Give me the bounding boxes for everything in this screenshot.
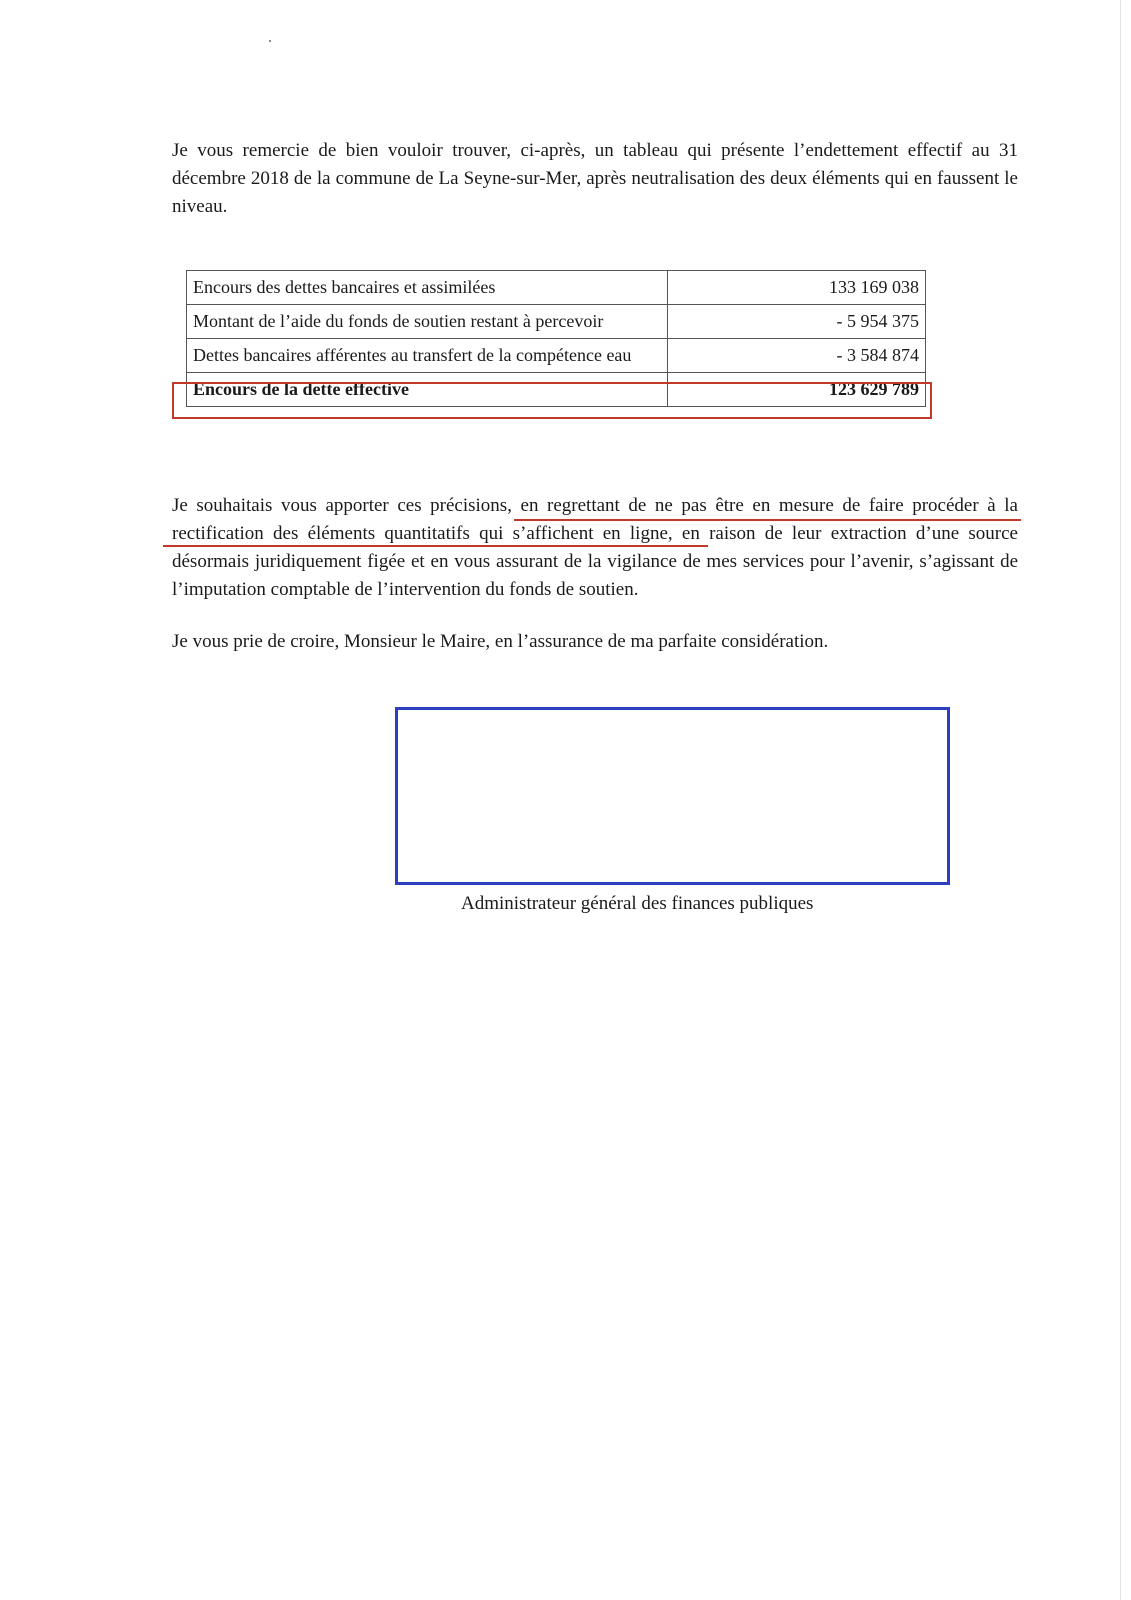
body-paragraph: Je souhaitais vous apporter ces précisions, en regrettant de ne pas être en mesure de faire procéder à la rectification des éléments quantitatifs qui s’affichent en ligne, en raison de leur extraction d’une source désormais juridiquement figée et en vous assurant de la vigilance de mes services pour l’avenir, s’agissant de l’imputation comptable de l’intervention du fonds de soutien. — [172, 495, 1018, 600]
signature-title: Administrateur général des finances publiques — [461, 893, 814, 914]
row-value: - 5 954 375 — [668, 305, 926, 339]
red-underline — [163, 545, 708, 547]
scan-speck — [269, 40, 271, 42]
row-label: Dettes bancaires afférentes au transfert de la compétence eau — [187, 339, 668, 373]
row-value: 133 169 038 — [668, 271, 926, 305]
total-label: Encours de la dette effective — [187, 373, 668, 407]
page-edge — [1120, 0, 1121, 1600]
intro-paragraph: Je vous remercie de bien vouloir trouver, ci-après, un tableau qui présente l’endettement effectif au 31 décembre 2018 de la commune de La Seyne-sur-Mer, après neutralisation des deux éléments qui en faussent le niveau. — [172, 140, 1018, 217]
signature-redaction-box — [395, 707, 950, 885]
total-value: 123 629 789 — [668, 373, 926, 407]
red-underline — [514, 519, 1021, 521]
row-label: Montant de l’aide du fonds de soutien restant à percevoir — [187, 305, 668, 339]
row-value: - 3 584 874 — [668, 339, 926, 373]
table-row — [187, 271, 926, 305]
row-label: Encours des dettes bancaires et assimilées — [187, 271, 668, 305]
total-highlight-box — [172, 382, 932, 419]
table-row — [187, 305, 926, 339]
table-row — [187, 339, 926, 373]
closing-paragraph: Je vous prie de croire, Monsieur le Maire, en l’assurance de ma parfaite considération. — [172, 631, 829, 652]
